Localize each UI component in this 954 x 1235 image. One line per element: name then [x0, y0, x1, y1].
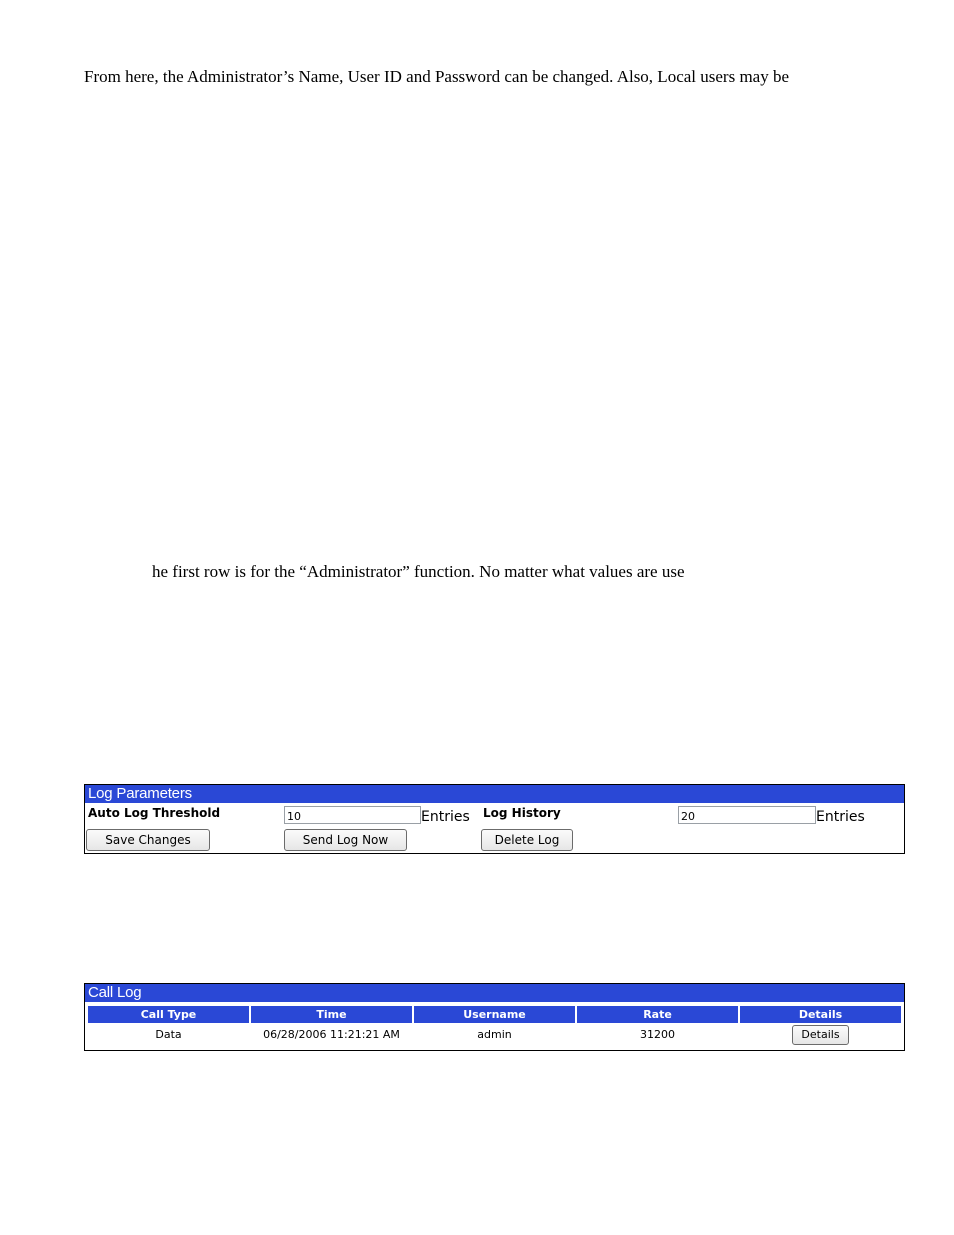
delete-log-button[interactable]: Delete Log: [481, 829, 573, 851]
log-history-input[interactable]: [678, 806, 816, 824]
cell-details: [740, 1023, 901, 1046]
call-log-table: [86, 1006, 903, 1046]
table-row: [88, 1023, 901, 1046]
column-header-details: Details: [740, 1006, 901, 1023]
cell-rate: 31200: [640, 1028, 675, 1041]
column-header-call-type: Call Type: [88, 1006, 249, 1023]
call-log-title: Call Log: [85, 984, 904, 1002]
call-log-header-row: [88, 1006, 901, 1023]
cell-username: admin: [477, 1028, 512, 1041]
save-changes-button[interactable]: Save Changes: [86, 829, 210, 851]
column-header-time: Time: [251, 1006, 412, 1023]
log-history-unit: Entries: [816, 809, 865, 825]
send-log-now-button[interactable]: Send Log Now: [284, 829, 407, 851]
column-header-username: Username: [414, 1006, 575, 1023]
admin-row-paragraph: he first row is for the “Administrator” function. No matter what values are use: [152, 562, 685, 581]
log-history-label: Log History: [483, 806, 561, 820]
cell-call-type: Data: [155, 1028, 182, 1041]
auto-log-threshold-input[interactable]: [284, 806, 421, 824]
log-parameters-fields-row: [85, 805, 904, 827]
auto-log-threshold-unit: Entries: [421, 809, 470, 825]
log-parameters-buttons-row: [85, 829, 904, 851]
log-parameters-title: Log Parameters: [85, 785, 904, 803]
details-button[interactable]: Details: [792, 1025, 849, 1045]
log-parameters-panel: [84, 784, 905, 854]
call-log-panel: [84, 983, 905, 1051]
cell-time: 06/28/2006 11:21:21 AM: [263, 1028, 400, 1041]
column-header-rate: Rate: [577, 1006, 738, 1023]
auto-log-threshold-label: Auto Log Threshold: [88, 806, 221, 820]
intro-paragraph: From here, the Administrator’s Name, User ID and Password can be changed. Also, Local users may be: [84, 67, 790, 86]
